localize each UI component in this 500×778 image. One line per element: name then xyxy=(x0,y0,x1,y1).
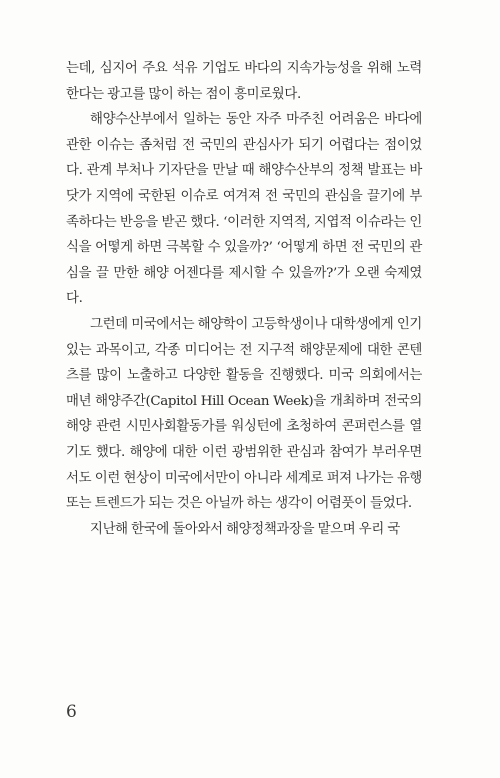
paragraph-us-ocean-interest: 그런데 미국에서는 해양학이 고등학생이나 대학생에게 인기 있는 과목이고, 각종 미디어는 전 지구적 해양문제에 대한 콘텐츠를 많이 노출하고 다양한 활동을 진행했다. 미국 의회에서는 매년 해양주간(Capitol Hill Ocean Week)을 개최하며 전국의 해양 관련 시민사회활동가를 워싱턴에 초청하여 콘퍼런스를 열기도 했다. 해양에 대한 이런 광범위한 관심과 참여가 부러우면서도 이런 현상이 미국에서만이 아니라 세계로 퍼져 나가는 유행 또는 트렌드가 되는 것은 아닐까 하는 생각이 어렴풋이 들었다. xyxy=(66,316,422,512)
paragraph-ministry-difficulty: 해양수산부에서 일하는 동안 자주 마주친 어려움은 바다에 관한 이슈는 좀처럼 전 국민의 관심사가 되기 어렵다는 점이었다. 관계 부처나 기자단을 만날 때 해양수산부의 정책 발표는 바닷가 지역에 국한된 이슈로 여겨져 전 국민의 관심을 끌기에 부족하다는 반응을 받곤 했다. ‘이러한 지역적, 지엽적 이슈라는 인식을 어떻게 하면 극복할 수 있을까?’ ‘어떻게 하면 전 국민의 관심을 끌 만한 해양 어젠다를 제시할 수 있을까?’가 오랜 숙제였다. xyxy=(66,112,422,307)
page-body xyxy=(66,56,422,542)
paragraph-return-korea: 지난해 한국에 돌아와서 해양정책과장을 맡으며 우리 국 xyxy=(90,521,400,537)
paragraph-continuation: 는데, 심지어 주요 석유 기업도 바다의 지속가능성을 위해 노력한다는 광고를 많이 하는 점이 흥미로웠다. xyxy=(66,61,422,102)
page-number: 6 xyxy=(66,702,77,722)
